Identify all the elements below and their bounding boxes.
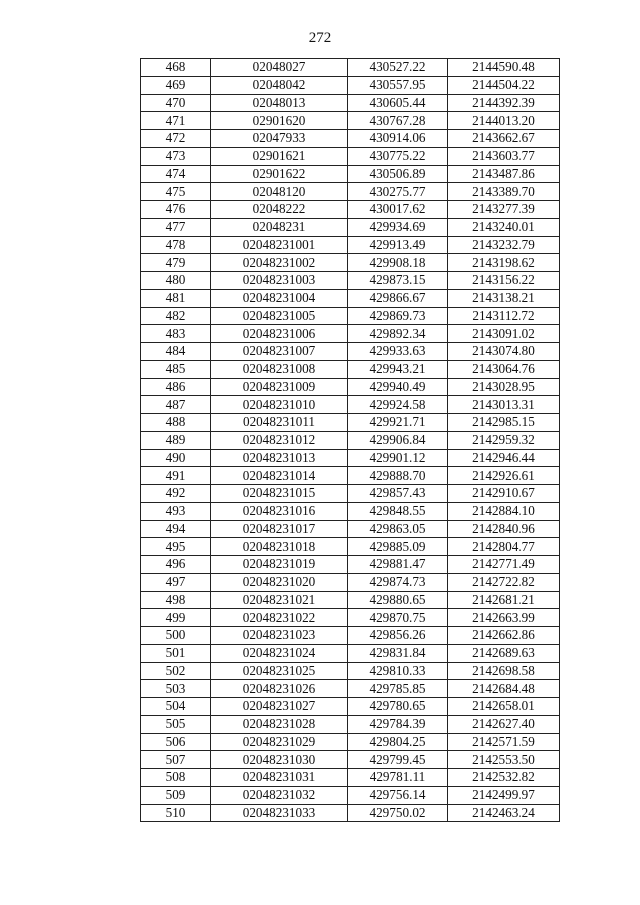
table-row (141, 325, 560, 343)
row-index-cell: 489 (141, 431, 211, 449)
x-coordinate-cell: 429913.49 (348, 236, 448, 254)
x-coordinate-cell: 429756.14 (348, 786, 448, 804)
y-coordinate-cell: 2142910.67 (448, 485, 560, 503)
x-coordinate-cell: 430557.95 (348, 76, 448, 94)
y-coordinate-cell: 2142804.77 (448, 538, 560, 556)
row-index-cell: 509 (141, 786, 211, 804)
y-coordinate-cell: 2142985.15 (448, 414, 560, 432)
point-id-cell: 02048231004 (211, 289, 348, 307)
point-id-cell: 02048231028 (211, 715, 348, 733)
row-index-cell: 481 (141, 289, 211, 307)
point-id-cell: 02048231030 (211, 751, 348, 769)
table-row (141, 147, 560, 165)
point-id-cell: 02048231002 (211, 254, 348, 272)
x-coordinate-cell: 429943.21 (348, 360, 448, 378)
table-row (141, 112, 560, 130)
point-id-cell: 02048222 (211, 201, 348, 219)
point-id-cell: 02048231013 (211, 449, 348, 467)
x-coordinate-cell: 429866.67 (348, 289, 448, 307)
row-index-cell: 487 (141, 396, 211, 414)
point-id-cell: 02048231016 (211, 502, 348, 520)
table-row (141, 431, 560, 449)
table-row (141, 272, 560, 290)
table-row (141, 698, 560, 716)
point-id-cell: 02048231033 (211, 804, 348, 822)
point-id-cell: 02048231032 (211, 786, 348, 804)
table-row (141, 183, 560, 201)
row-index-cell: 474 (141, 165, 211, 183)
coordinates-table (140, 58, 560, 822)
y-coordinate-cell: 2143112.72 (448, 307, 560, 325)
y-coordinate-cell: 2142499.97 (448, 786, 560, 804)
table-row (141, 715, 560, 733)
y-coordinate-cell: 2142840.96 (448, 520, 560, 538)
table-row (141, 201, 560, 219)
y-coordinate-cell: 2142698.58 (448, 662, 560, 680)
x-coordinate-cell: 429848.55 (348, 502, 448, 520)
y-coordinate-cell: 2143138.21 (448, 289, 560, 307)
x-coordinate-cell: 429750.02 (348, 804, 448, 822)
x-coordinate-cell: 429810.33 (348, 662, 448, 680)
x-coordinate-cell: 430914.06 (348, 130, 448, 148)
table-row (141, 360, 560, 378)
table-row (141, 609, 560, 627)
point-id-cell: 02048231 (211, 218, 348, 236)
y-coordinate-cell: 2144392.39 (448, 94, 560, 112)
table-row (141, 307, 560, 325)
y-coordinate-cell: 2142884.10 (448, 502, 560, 520)
x-coordinate-cell: 430775.22 (348, 147, 448, 165)
point-id-cell: 02048231003 (211, 272, 348, 290)
x-coordinate-cell: 429870.75 (348, 609, 448, 627)
x-coordinate-cell: 429934.69 (348, 218, 448, 236)
y-coordinate-cell: 2142662.86 (448, 627, 560, 645)
x-coordinate-cell: 429869.73 (348, 307, 448, 325)
point-id-cell: 02047933 (211, 130, 348, 148)
table-body (141, 59, 560, 822)
point-id-cell: 02048231024 (211, 644, 348, 662)
row-index-cell: 470 (141, 94, 211, 112)
x-coordinate-cell: 430506.89 (348, 165, 448, 183)
row-index-cell: 480 (141, 272, 211, 290)
y-coordinate-cell: 2142684.48 (448, 680, 560, 698)
table-row (141, 59, 560, 77)
point-id-cell: 02048120 (211, 183, 348, 201)
x-coordinate-cell: 429880.65 (348, 591, 448, 609)
point-id-cell: 02048013 (211, 94, 348, 112)
point-id-cell: 02048231020 (211, 573, 348, 591)
point-id-cell: 02048231026 (211, 680, 348, 698)
row-index-cell: 498 (141, 591, 211, 609)
y-coordinate-cell: 2143603.77 (448, 147, 560, 165)
point-id-cell: 02048042 (211, 76, 348, 94)
point-id-cell: 02048231009 (211, 378, 348, 396)
row-index-cell: 500 (141, 627, 211, 645)
table-row (141, 130, 560, 148)
table-row (141, 627, 560, 645)
y-coordinate-cell: 2143028.95 (448, 378, 560, 396)
table-row (141, 644, 560, 662)
x-coordinate-cell: 429940.49 (348, 378, 448, 396)
row-index-cell: 491 (141, 467, 211, 485)
point-id-cell: 02048231011 (211, 414, 348, 432)
point-id-cell: 02048231006 (211, 325, 348, 343)
y-coordinate-cell: 2142663.99 (448, 609, 560, 627)
point-id-cell: 02048231019 (211, 556, 348, 574)
row-index-cell: 483 (141, 325, 211, 343)
y-coordinate-cell: 2143013.31 (448, 396, 560, 414)
row-index-cell: 468 (141, 59, 211, 77)
table-row (141, 165, 560, 183)
x-coordinate-cell: 430017.62 (348, 201, 448, 219)
table-row (141, 769, 560, 787)
row-index-cell: 496 (141, 556, 211, 574)
point-id-cell: 02048231025 (211, 662, 348, 680)
point-id-cell: 02901621 (211, 147, 348, 165)
y-coordinate-cell: 2143277.39 (448, 201, 560, 219)
table-row (141, 751, 560, 769)
row-index-cell: 504 (141, 698, 211, 716)
point-id-cell: 02901620 (211, 112, 348, 130)
page-number: 272 (308, 30, 332, 46)
y-coordinate-cell: 2144013.20 (448, 112, 560, 130)
row-index-cell: 486 (141, 378, 211, 396)
table-row (141, 786, 560, 804)
x-coordinate-cell: 430605.44 (348, 94, 448, 112)
table-row (141, 414, 560, 432)
y-coordinate-cell: 2142722.82 (448, 573, 560, 591)
row-index-cell: 485 (141, 360, 211, 378)
x-coordinate-cell: 429856.26 (348, 627, 448, 645)
y-coordinate-cell: 2142532.82 (448, 769, 560, 787)
x-coordinate-cell: 429785.85 (348, 680, 448, 698)
y-coordinate-cell: 2143156.22 (448, 272, 560, 290)
table-row (141, 573, 560, 591)
row-index-cell: 475 (141, 183, 211, 201)
row-index-cell: 494 (141, 520, 211, 538)
table-row (141, 556, 560, 574)
x-coordinate-cell: 429933.63 (348, 343, 448, 361)
table-row (141, 94, 560, 112)
row-index-cell: 476 (141, 201, 211, 219)
point-id-cell: 02048231023 (211, 627, 348, 645)
point-id-cell: 02048231008 (211, 360, 348, 378)
y-coordinate-cell: 2143240.01 (448, 218, 560, 236)
x-coordinate-cell: 429804.25 (348, 733, 448, 751)
row-index-cell: 482 (141, 307, 211, 325)
row-index-cell: 501 (141, 644, 211, 662)
point-id-cell: 02048231017 (211, 520, 348, 538)
row-index-cell: 471 (141, 112, 211, 130)
x-coordinate-cell: 429885.09 (348, 538, 448, 556)
point-id-cell: 02048231018 (211, 538, 348, 556)
table-row (141, 218, 560, 236)
table-row (141, 804, 560, 822)
y-coordinate-cell: 2142689.63 (448, 644, 560, 662)
y-coordinate-cell: 2142571.59 (448, 733, 560, 751)
row-index-cell: 497 (141, 573, 211, 591)
table-row (141, 236, 560, 254)
row-index-cell: 507 (141, 751, 211, 769)
y-coordinate-cell: 2142553.50 (448, 751, 560, 769)
table-row (141, 343, 560, 361)
point-id-cell: 02048231029 (211, 733, 348, 751)
table-row (141, 76, 560, 94)
x-coordinate-cell: 430527.22 (348, 59, 448, 77)
y-coordinate-cell: 2143487.86 (448, 165, 560, 183)
row-index-cell: 479 (141, 254, 211, 272)
y-coordinate-cell: 2143074.80 (448, 343, 560, 361)
table-row (141, 680, 560, 698)
point-id-cell: 02048231001 (211, 236, 348, 254)
row-index-cell: 503 (141, 680, 211, 698)
y-coordinate-cell: 2142463.24 (448, 804, 560, 822)
point-id-cell: 02048231007 (211, 343, 348, 361)
table-row (141, 485, 560, 503)
x-coordinate-cell: 429921.71 (348, 414, 448, 432)
point-id-cell: 02048231021 (211, 591, 348, 609)
table-row (141, 378, 560, 396)
table-row (141, 662, 560, 680)
x-coordinate-cell: 430275.77 (348, 183, 448, 201)
row-index-cell: 510 (141, 804, 211, 822)
point-id-cell: 02048231022 (211, 609, 348, 627)
y-coordinate-cell: 2143232.79 (448, 236, 560, 254)
row-index-cell: 502 (141, 662, 211, 680)
x-coordinate-cell: 429874.73 (348, 573, 448, 591)
x-coordinate-cell: 429892.34 (348, 325, 448, 343)
point-id-cell: 02048231027 (211, 698, 348, 716)
point-id-cell: 02901622 (211, 165, 348, 183)
row-index-cell: 505 (141, 715, 211, 733)
table-row (141, 449, 560, 467)
table-row (141, 538, 560, 556)
row-index-cell: 477 (141, 218, 211, 236)
x-coordinate-cell: 429857.43 (348, 485, 448, 503)
x-coordinate-cell: 429906.84 (348, 431, 448, 449)
x-coordinate-cell: 429863.05 (348, 520, 448, 538)
row-index-cell: 473 (141, 147, 211, 165)
row-index-cell: 469 (141, 76, 211, 94)
x-coordinate-cell: 429924.58 (348, 396, 448, 414)
row-index-cell: 484 (141, 343, 211, 361)
y-coordinate-cell: 2143091.02 (448, 325, 560, 343)
y-coordinate-cell: 2143198.62 (448, 254, 560, 272)
y-coordinate-cell: 2142959.32 (448, 431, 560, 449)
point-id-cell: 02048231010 (211, 396, 348, 414)
x-coordinate-cell: 429873.15 (348, 272, 448, 290)
y-coordinate-cell: 2143662.67 (448, 130, 560, 148)
point-id-cell: 02048231015 (211, 485, 348, 503)
table-row (141, 289, 560, 307)
table-row (141, 591, 560, 609)
x-coordinate-cell: 429799.45 (348, 751, 448, 769)
row-index-cell: 508 (141, 769, 211, 787)
point-id-cell: 02048231005 (211, 307, 348, 325)
y-coordinate-cell: 2142771.49 (448, 556, 560, 574)
x-coordinate-cell: 429780.65 (348, 698, 448, 716)
x-coordinate-cell: 430767.28 (348, 112, 448, 130)
row-index-cell: 490 (141, 449, 211, 467)
row-index-cell: 478 (141, 236, 211, 254)
x-coordinate-cell: 429908.18 (348, 254, 448, 272)
y-coordinate-cell: 2143389.70 (448, 183, 560, 201)
x-coordinate-cell: 429888.70 (348, 467, 448, 485)
y-coordinate-cell: 2143064.76 (448, 360, 560, 378)
x-coordinate-cell: 429784.39 (348, 715, 448, 733)
point-id-cell: 02048231012 (211, 431, 348, 449)
y-coordinate-cell: 2142946.44 (448, 449, 560, 467)
x-coordinate-cell: 429781.11 (348, 769, 448, 787)
row-index-cell: 495 (141, 538, 211, 556)
table-row (141, 520, 560, 538)
row-index-cell: 499 (141, 609, 211, 627)
x-coordinate-cell: 429901.12 (348, 449, 448, 467)
table-row (141, 396, 560, 414)
table-row (141, 254, 560, 272)
y-coordinate-cell: 2142926.61 (448, 467, 560, 485)
row-index-cell: 506 (141, 733, 211, 751)
y-coordinate-cell: 2144504.22 (448, 76, 560, 94)
point-id-cell: 02048027 (211, 59, 348, 77)
y-coordinate-cell: 2142627.40 (448, 715, 560, 733)
row-index-cell: 488 (141, 414, 211, 432)
x-coordinate-cell: 429831.84 (348, 644, 448, 662)
point-id-cell: 02048231014 (211, 467, 348, 485)
table-row (141, 502, 560, 520)
x-coordinate-cell: 429881.47 (348, 556, 448, 574)
row-index-cell: 492 (141, 485, 211, 503)
y-coordinate-cell: 2144590.48 (448, 59, 560, 77)
row-index-cell: 472 (141, 130, 211, 148)
table-row (141, 733, 560, 751)
row-index-cell: 493 (141, 502, 211, 520)
y-coordinate-cell: 2142681.21 (448, 591, 560, 609)
y-coordinate-cell: 2142658.01 (448, 698, 560, 716)
table-row (141, 467, 560, 485)
point-id-cell: 02048231031 (211, 769, 348, 787)
